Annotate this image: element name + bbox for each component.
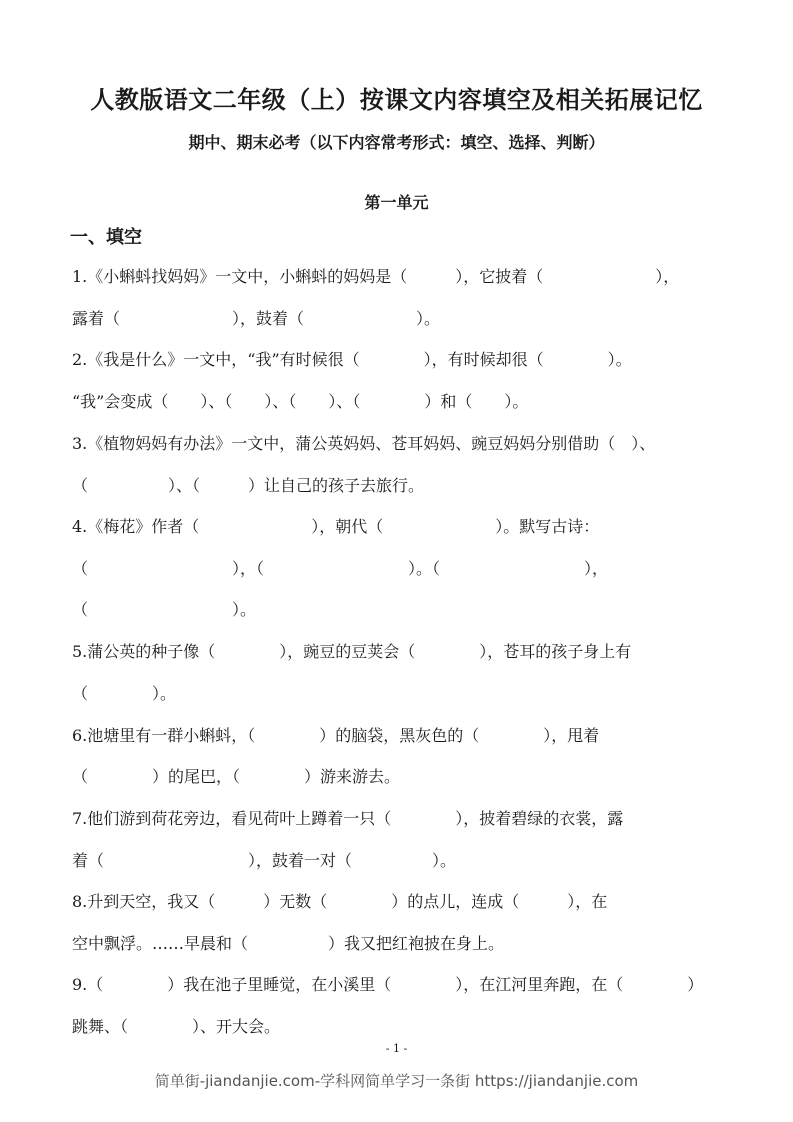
watermark-footer: 简单街-jiandanjie.com-学科网简单学习一条街 https://jiandanjie.com [154,1072,639,1090]
question-7-line-1: 7.他们游到荷花旁边，看见荷叶上蹲着一只（ ），披着碧绿的衣裳，露 [72,809,624,828]
question-1-line-2: 露着（ ），鼓着（ ）。 [72,309,441,328]
question-3-line-1: 3.《植物妈妈有办法》一文中，蒲公英妈妈、苍耳妈妈、豌豆妈妈分别借助（ ）、 [72,434,656,453]
question-4-line-2: （ ），（ ）。（ ）， [72,559,609,578]
question-3-line-2: （ ）、（ ）让自己的孩子去旅行。 [72,476,425,495]
question-2-line-1: 2.《我是什么》一文中，“我”有时候很（ ），有时候却很（ ）。 [72,350,632,369]
question-8-line-2: 空中飘浮。……早晨和（ ）我又把红袍披在身上。 [72,934,505,953]
question-5-line-1: 5.蒲公英的种子像（ ），豌豆的豆荚会（ ），苍耳的孩子身上有 [72,642,632,661]
question-9-line-1: 9.（ ）我在池子里睡觉，在小溪里（ ），在江河里奔跑，在（ ） [72,975,704,994]
question-6-line-1: 6.池塘里有一群小蝌蚪，（ ）的脑袋，黑灰色的（ ），甩着 [72,726,600,745]
question-4-line-3: （ ）。 [72,600,257,619]
unit-heading: 第一单元 [364,193,429,212]
question-7-line-2: 着（ ），鼓着一对（ ）。 [72,851,457,870]
document-title: 人教版语文二年级（上）按课文内容填空及相关拓展记忆 [90,85,703,114]
question-6-line-2: （ ）的尾巴，（ ）游来游去。 [72,767,401,786]
question-2-line-2: “我”会变成（ ）、（ ）、（ ）、（ ）和（ ）。 [72,392,529,411]
question-9-line-2: 跳舞、（ ）、开大会。 [72,1017,281,1036]
question-4-line-1: 4.《梅花》作者（ ），朝代（ ）。默写古诗： [72,517,600,536]
question-8-line-1: 8.升到天空，我又（ ）无数（ ）的点儿，连成（ ），在 [72,892,608,911]
section-heading: 一、填空 [70,227,142,248]
page-number: - 1 - [385,1042,408,1055]
document-subtitle: 期中、期末必考（以下内容常考形式：填空、选择、判断） [188,133,605,152]
question-1-line-1: 1.《小蝌蚪找妈妈》一文中，小蝌蚪的妈妈是（ ），它披着（ ）， [72,267,680,286]
question-5-line-2: （ ）。 [72,684,177,703]
